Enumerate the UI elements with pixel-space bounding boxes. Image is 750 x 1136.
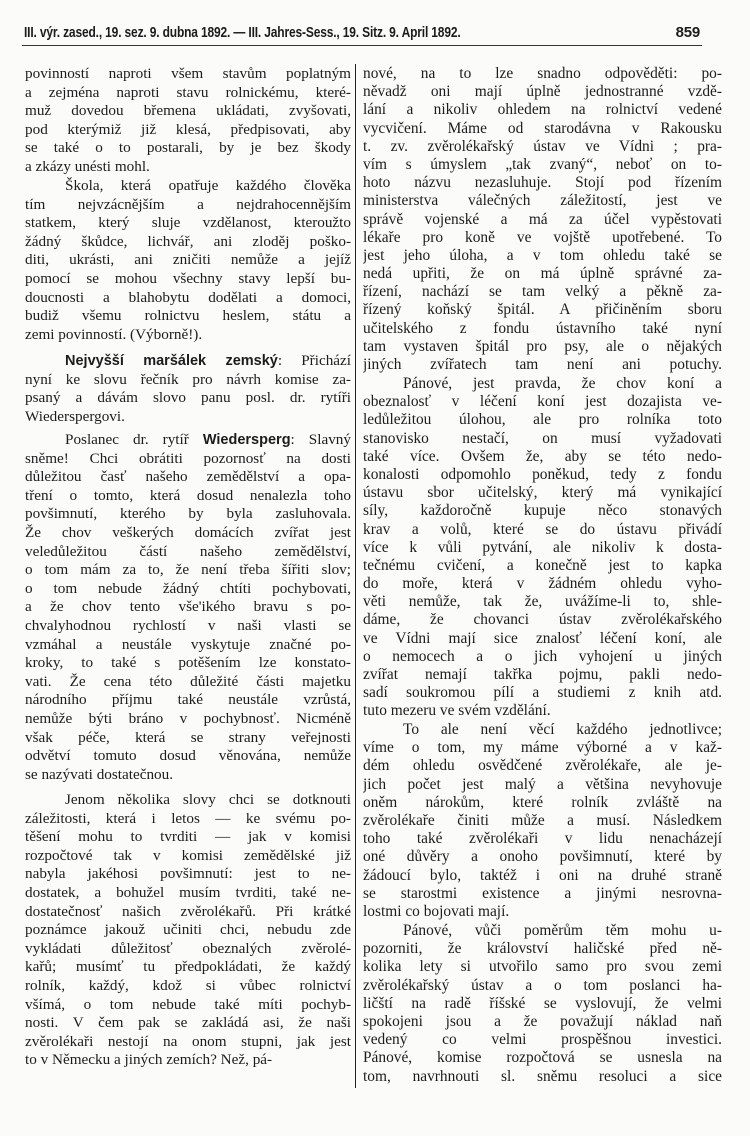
text-line: obeznalosť v léčení koní jest dozajista ve- <box>363 393 722 411</box>
text-line: vím s úmyslem „tak zvaný“, neboť on to- <box>363 155 722 173</box>
text-line: pozorniti, že království haličské před ně- <box>363 940 722 958</box>
text-line: nemůže býti bráno v pochybnosť. Nicméně <box>25 709 351 727</box>
text-line: vycvičení. Máme od starodávna v Rakousku <box>363 119 722 137</box>
text-line: a zejména naproti stavu rolnickému, které- <box>25 83 351 101</box>
text-line: tam vystaven špitál pro psy, ale o nějakých <box>363 337 722 355</box>
text-line: Pánové, jest pravda, že chov koní a <box>403 375 722 392</box>
text-line: ústavu sbor učitelský, který má vynikající <box>363 484 722 502</box>
text-line: hoto názvu nezasluhuje. Stojí pod řízením <box>363 174 722 192</box>
text-line: vedený co velmi prospěšnou investici. <box>363 1031 722 1049</box>
text-line: tím nejvzácnějším a nejdrahocennějším <box>25 195 351 213</box>
text-line: lání a nikoliv ohledem na rolnictví vedené <box>363 101 722 119</box>
text-line: Škola, která opatřuje každého člověka <box>65 177 351 194</box>
column-divider <box>355 64 356 1088</box>
text-line: nové, na to lze snadno odpověděti: po- <box>363 65 722 82</box>
text-line: nyní ke slovu řečník pro návrh komise za- <box>25 370 351 388</box>
text-line: tečnému cvičení, a konečně jest to kapka <box>363 556 722 574</box>
text-line: ličští na radě říšské se vyslovují, že velmi <box>363 994 722 1012</box>
text-line: psaný a dávám slovo panu posl. dr. rytíři <box>25 389 351 407</box>
paragraph <box>25 65 351 177</box>
text-line: krav a volů, které se do ústavu přivádí <box>363 520 722 538</box>
text-line: Pánové, komise rozpočtová se usnesla na <box>363 1049 722 1067</box>
text-line: zemi povinností. (Výborně!). <box>25 325 203 343</box>
text-line: To ale není věcí každého jednotlivce; <box>403 721 722 738</box>
text-line: důležitou časť našeho zemědělství a opa- <box>25 468 351 486</box>
text-line: vzmáhal a neustále vyskytuje značné po- <box>25 635 351 653</box>
paragraph <box>25 791 351 1070</box>
text-line: dáme, že chovanci ústav zvěrolékařského <box>363 611 722 629</box>
text-line: Že chov veškerých domácích zvířat jest <box>25 523 351 541</box>
header-title: III. výr. zased., 19. sez. 9. dubna 1892. — III. Jahres-Sess., 19. Sitz. 9. April 1892. <box>24 24 461 41</box>
text-line: zvěrolékaře činiti může a musí. Následkem <box>363 811 722 829</box>
text-line: žádoucí bylo, taktéž i oni na druhé straně <box>363 866 722 884</box>
paragraph <box>363 375 722 721</box>
text-line: jich počet jest malý a většina nevyhovuje <box>363 775 722 793</box>
text-line: nedá upřiti, že on má úplně správné za- <box>363 265 722 283</box>
text-line: povinností naproti všem stavům poplatným <box>25 65 351 82</box>
text-line: veledůležitou částí našeho zemědělství, <box>25 542 351 560</box>
text-line: toho také zvěrolékaři v lidu nenacházejí <box>363 830 722 848</box>
text-line: pomocí se mohou všechny stavy lepší bu- <box>25 269 351 287</box>
text-line: něvadž oni mají úplně jednostranné vzdě- <box>363 83 722 101</box>
text-line: lostmi co bojovati mají. <box>363 902 510 920</box>
text-line: vykládati důležitosť obeznalých zvěrolé- <box>25 939 351 957</box>
text-line: doucnosti a blahobytu dodělati a domoci, <box>25 288 351 306</box>
paragraph <box>363 65 722 374</box>
text-line <box>25 431 351 450</box>
text-line: budiž všemu rolnictvu heslem, státu a <box>25 307 351 325</box>
paragraph <box>363 922 722 1086</box>
text-line: síly, každoročně kupuje něco stonavých <box>363 502 722 520</box>
text-line: lékaře pro koně ve vojště upotřebené. To <box>363 228 722 246</box>
text-line: jiných zvířatech tam není ani potuchy. <box>363 356 722 373</box>
text-line: zvěrolékaři nestojí na onom stupni, jak jest <box>25 1032 351 1050</box>
text-line: t. zv. zvěrolékařský ústav ve Vídni ; pra- <box>363 137 722 155</box>
text-line: dostatek, a bohužel musím tvrditi, také ne- <box>25 883 351 901</box>
text-line: řízený koňský špitál. A přičiněním sboru <box>363 301 722 319</box>
text-line: dém ohledu osvědčené zvěrolékaře, ale je- <box>363 757 722 775</box>
text-line: správě vojenské a má za účel vypěstovati <box>363 210 722 228</box>
paragraph <box>25 352 351 426</box>
text-line: tuto mezeru ve svém vzdělání. <box>363 702 551 720</box>
text-line: muž dovedou břemena ukládati, zvyšovati, <box>25 102 351 120</box>
text-line: spokojeni jsou a že považují náklad naň <box>363 1012 722 1030</box>
running-header <box>24 22 700 44</box>
text-line: víme o tom, my máme výborné a v kaž- <box>363 739 722 757</box>
text-line: oněm nárokům, které rolník zvláště na <box>363 793 722 811</box>
text-line: o tom mám za to, že není třeba šířiti slov; <box>25 561 351 579</box>
text-line: povšimnutí, kterého by byla zasluhovala. <box>25 505 351 523</box>
text-line: se také o to postarali, by je bez škody <box>25 139 351 157</box>
text-line: zvěrolékařský ústav a o tom poslanci ha- <box>363 976 722 994</box>
text-segment: : Slavný <box>290 431 351 448</box>
text-line: ministerstva válečných záležitostí, jest ve <box>363 192 722 210</box>
text-line: nosti. V čem pak se zakládá asi, že naši <box>25 1014 351 1032</box>
text-line: jest jeho úloha, a v tom ohledu také se <box>363 246 722 264</box>
text-line: nabyla jakéhosi povšimnutí: jest to ne- <box>25 865 351 883</box>
text-segment: : Přichází <box>277 352 351 369</box>
text-line: Pánové, vůči poměrům těm mohu u- <box>403 922 722 939</box>
text-line: sněme! Chci obrátiti pozornosť na dosti <box>25 449 351 467</box>
text-line: kolika lety si utvořilo samo pro svou zemi <box>363 958 722 976</box>
text-line: se starostmi existence a jinými nesrovna- <box>363 884 722 902</box>
text-line <box>25 352 351 371</box>
text-line: a zkázy unésti mohl. <box>25 157 150 175</box>
text-line: oné důvěry a onoho povšimnutí, které by <box>363 848 722 866</box>
text-line: tření o tomto, která dosud nenalezla toho <box>25 486 351 504</box>
text-line: o tom nebude žádný chtíti pochybovati, <box>25 579 351 597</box>
paragraph <box>363 721 722 921</box>
text-line: věti nemůže, tak že, uvážíme-li to, shle- <box>363 593 722 611</box>
text-line: žádný škůdce, lichvář, ani zloděj poško- <box>25 232 351 250</box>
text-line: Jenom několika slovy chci se dotknouti <box>65 791 351 808</box>
text-line: se nazývati dostatečnou. <box>25 765 174 783</box>
text-line: více k vůli pytvání, ale nikoliv k dosta- <box>363 538 722 556</box>
text-line: sadí soukromou pílí a studiemi z knih atd. <box>363 684 722 702</box>
text-segment: Poslanec dr. rytíř <box>65 431 203 448</box>
text-line: záležitosti, která i letos — ke svému po- <box>25 809 351 827</box>
text-line: o nemocech a o jich vyhojení u jiných <box>363 647 722 665</box>
text-line: ve Vídni mají sice znalosť léčení koní, ale <box>363 629 722 647</box>
text-line: chvalyhodnou rychlostí v naši vlasti se <box>25 616 351 634</box>
text-line: národního příjmu také neustále vzrůstá, <box>25 691 351 709</box>
text-line: řízení, nachází se tam velký a pěkně za- <box>363 283 722 301</box>
text-line: poznámce jakouž učiniti chci, nebudu zde <box>25 921 351 939</box>
text-line: také více. Ovšem že, aby se této nedo- <box>363 447 722 465</box>
text-line: do moře, která v žádném ohledu vyho- <box>363 575 722 593</box>
paragraph <box>25 177 351 344</box>
speaker-name: Wiedersperg <box>202 432 291 448</box>
text-line: však péče, která se strany veřejnosti <box>25 728 351 746</box>
speaker-name: Nejvyšší maršálek zemský <box>65 353 278 369</box>
text-line: rozpočtové tak v komisi zemědělské již <box>25 846 351 864</box>
text-line: rolník, každý, kdož si vůbec rolnictví <box>25 976 351 994</box>
text-line: to v Německu a jiných zemích? Než, pá- <box>25 1051 273 1069</box>
header-rule <box>22 45 702 46</box>
text-line: učitelského z fondu ústavního také nyní <box>363 319 722 337</box>
text-line: odvětví tomuto dosud věnována, nemůže <box>25 747 351 765</box>
text-line: dostatečnosť našich zvěrolékařů. Při krátké <box>25 902 351 920</box>
text-line: diti, ukrásti, ani zničiti nemůže a jejíž <box>25 251 351 269</box>
text-line: vati. Že cena této důležité části majetku <box>25 672 351 690</box>
text-line: kroky, to také s potěšením lze konstato- <box>25 654 351 672</box>
text-line: ledůležitou úlohou, ale pro rolníka toto <box>363 411 722 429</box>
text-line: těšení mohu to tvrditi — jak v komisi <box>25 828 351 846</box>
text-line: zvířat nemají takřka pojmu, pakli nedo- <box>363 666 722 683</box>
text-line: Wiederspergovi. <box>25 407 125 425</box>
text-line: tom, navrhnouti sl. sněmu resoluci a sice <box>363 1067 722 1085</box>
text-line: stanovisko nestačí, on musí vyžadovati <box>363 429 722 447</box>
paragraph <box>25 431 351 784</box>
page-number: 859 <box>675 24 700 41</box>
text-line: a že chov tento vše'ikého bravu s po- <box>25 598 351 616</box>
text-line: všímá, o tom nebude také míti pochyb- <box>25 995 351 1013</box>
text-line: konalosti odpomohlo poněkud, tedy z fondu <box>363 465 722 483</box>
text-line: kařů; musímť tu předpokládati, že každý <box>25 958 351 976</box>
text-line: pod kterýmiž již klesá, předpisovati, aby <box>25 120 351 138</box>
text-line: statkem, který sluje vzdělanost, kteroužto <box>25 214 351 232</box>
